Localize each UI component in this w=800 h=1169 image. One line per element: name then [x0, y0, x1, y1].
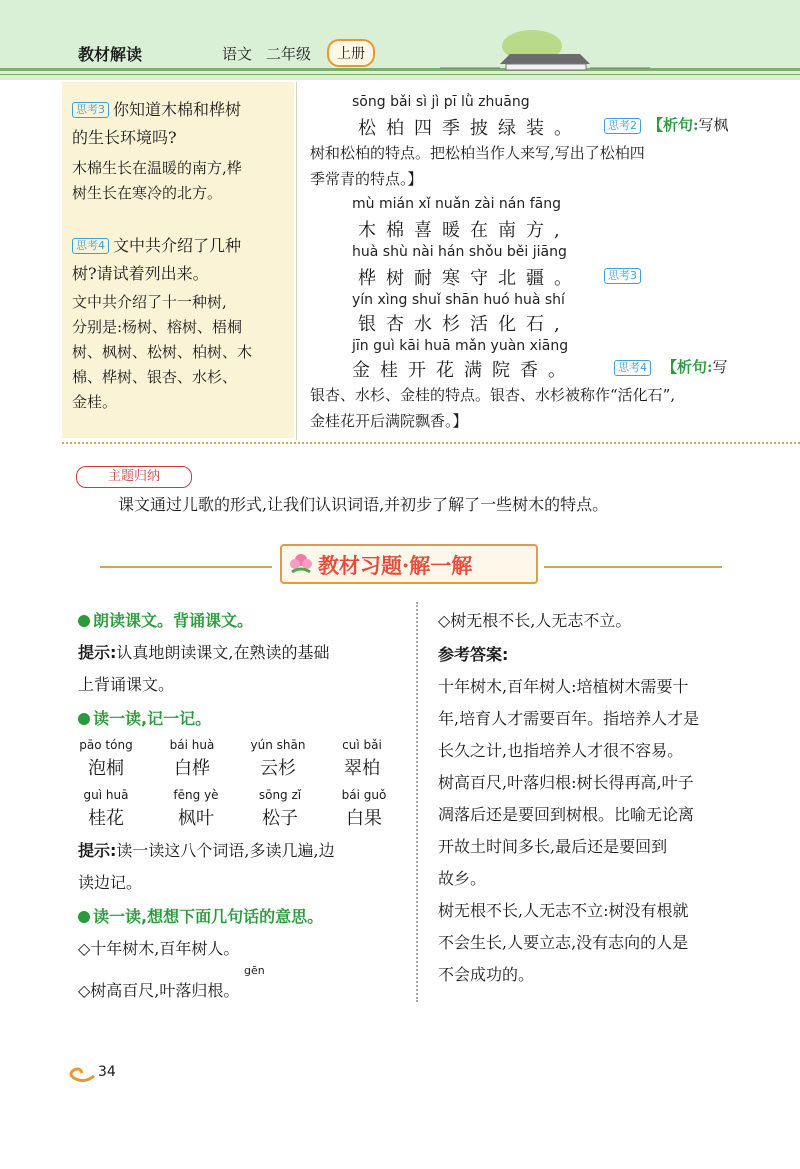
- grade-label: 二年级: [266, 45, 312, 63]
- proverb-line: ◇树高百尺,叶落归根。: [78, 981, 240, 1000]
- question-title: 思考4 文中共介绍了几种: [72, 232, 292, 260]
- question-block-4: [72, 232, 292, 415]
- page-number: 34: [98, 1064, 116, 1080]
- answer-line: 不会成功的。: [438, 965, 535, 984]
- question-title-cont: 的生长环境吗?: [72, 128, 177, 147]
- theme-summary-text: 课文通过儿歌的形式,让我们认识词语,并初步了解了一些树木的特点。: [118, 495, 609, 514]
- vocab-word: fēng yè 枫叶: [173, 788, 219, 829]
- vocab-word: bái guǒ 白果: [341, 788, 387, 829]
- answer-line: 树生长在寒冷的北方。: [72, 184, 223, 202]
- answer-line: 金桂。: [72, 393, 118, 411]
- exercise-banner: [280, 544, 538, 584]
- analysis-note-line: 季常青的特点。】: [310, 170, 423, 188]
- banner-title: 教材习题·解一解: [318, 553, 473, 578]
- exercise-heading-3: 读一读,想想下面几句话的意思。: [78, 904, 323, 927]
- answer-line: 长久之计,也指培养人才很不容易。: [438, 741, 684, 760]
- poem-pinyin: mù mián xǐ nuǎn zài nán fāng: [352, 196, 561, 212]
- poem-pinyin: sōng bǎi sì jì pī lǜ zhuāng: [352, 94, 530, 110]
- analysis-note-line: 树和松柏的特点。把松柏当作人来写,写出了松柏四: [310, 144, 645, 162]
- poem-pinyin: jīn guì kāi huā mǎn yuàn xiāng: [352, 338, 569, 354]
- answer-line: 十年树木,百年树人:培植树木需要十: [438, 677, 689, 696]
- header-rule: [0, 68, 800, 71]
- subject-label: 语文: [222, 45, 253, 63]
- poem-pinyin: yín xìng shuǐ shān huó huà shí: [352, 292, 565, 308]
- question-block-3: [72, 96, 292, 206]
- vocab-word: yún shān 云杉: [250, 738, 306, 779]
- analysis-note-line: 金桂花开后满院飘香。】: [310, 412, 468, 430]
- analysis-note-start: 【析句:写: [662, 358, 728, 376]
- theme-summary-badge: 主题归纳: [76, 466, 192, 488]
- poem-line: 木棉喜暖在南方,: [358, 220, 570, 241]
- vocab-word: guì huā 桂花: [83, 788, 129, 829]
- answer-line: 年,培育人才需要百年。指培养人才是: [438, 709, 700, 728]
- exercise-heading-2: 读一读,记一记。: [78, 706, 211, 729]
- thinking-tag: 思考4: [614, 360, 651, 376]
- page-header: [0, 0, 800, 80]
- answer-line: 树高百尺,叶落归根:树长得再高,叶子: [438, 773, 694, 792]
- poem-line: 桦树耐寒守北疆。: [358, 268, 582, 289]
- analysis-note-start: 【析句:写枫: [648, 116, 729, 134]
- answer-line: 树无根不长,人无志不立:树没有根就: [438, 901, 689, 920]
- answer-line: 开故土时间多长,最后还是要回到: [438, 837, 668, 856]
- banner-line-left: [100, 566, 272, 568]
- tip-line: 上背诵课文。: [78, 675, 175, 694]
- column-divider: [296, 82, 297, 440]
- tip-line: 提示:认真地朗读课文,在熟读的基础: [78, 643, 330, 662]
- answer-line: 文中共介绍了十一种树,: [72, 293, 227, 311]
- answer-line: 木棉生长在温暖的南方,桦: [72, 159, 242, 177]
- exercise-heading-1: 朗读课文。背诵课文。: [78, 608, 253, 631]
- house-tree-illustration-icon: [440, 24, 660, 72]
- question-title-cont: 树?请试着列出来。: [72, 264, 209, 283]
- green-dot-icon: [78, 615, 90, 627]
- section-divider: [62, 442, 800, 444]
- vocab-word: sōng zǐ 松子: [258, 788, 302, 829]
- green-dot-icon: [78, 911, 90, 923]
- tip-line: 读边记。: [78, 873, 143, 892]
- thinking-tag: 思考2: [604, 118, 641, 134]
- volume-badge: 上册: [327, 39, 375, 67]
- proverb-line: ◇十年树木,百年树人。: [78, 939, 240, 958]
- tip-line: 提示:读一读这八个词语,多读几遍,边: [78, 841, 335, 860]
- green-dot-icon: [78, 713, 90, 725]
- question-title: 思考3 你知道木棉和桦树: [72, 96, 292, 124]
- poem-line: 松柏四季披绿装。: [358, 118, 582, 139]
- proverb-pinyin: gēn: [244, 964, 265, 977]
- thinking-tag: 思考4: [72, 238, 109, 254]
- answer-line: 故乡。: [438, 869, 487, 888]
- vocab-word: pāo tóng 泡桐: [79, 738, 133, 779]
- answer-line: 棉、桦树、银杏、水杉、: [72, 368, 238, 386]
- lotus-flower-icon: [288, 550, 314, 576]
- vocab-word: cuì bǎi 翠柏: [342, 738, 382, 779]
- analysis-note-line: 银杏、水杉、金桂的特点。银杏、水杉被称作“活化石”,: [310, 386, 676, 404]
- banner-line-right: [544, 566, 722, 568]
- vocab-word: bái huà 白桦: [169, 738, 215, 779]
- thinking-tag: 思考3: [604, 268, 641, 284]
- proverb-line: ◇树无根不长,人无志不立。: [438, 611, 632, 630]
- poem-pinyin: huà shù nài hán shǒu běi jiāng: [352, 244, 567, 260]
- header-rule-thin: [0, 74, 800, 75]
- poem-line: 银杏水杉活化石,: [358, 314, 570, 335]
- answer-line: 分别是:杨树、榕树、梧桐: [72, 318, 243, 336]
- column-divider: [416, 602, 418, 1002]
- answer-label: 参考答案:: [438, 645, 509, 664]
- poem-line: 金桂开花满院香。: [352, 360, 576, 381]
- thinking-tag: 思考3: [72, 102, 109, 118]
- page-swirl-icon: [64, 1062, 98, 1086]
- answer-line: 树、枫树、松树、柏树、木: [72, 343, 253, 361]
- answer-line: 凋落后还是要回到树根。比喻无论离: [438, 805, 695, 824]
- answer-line: 不会生长,人要立志,没有志向的人是: [438, 933, 689, 952]
- section-title: 教材解读: [78, 45, 143, 64]
